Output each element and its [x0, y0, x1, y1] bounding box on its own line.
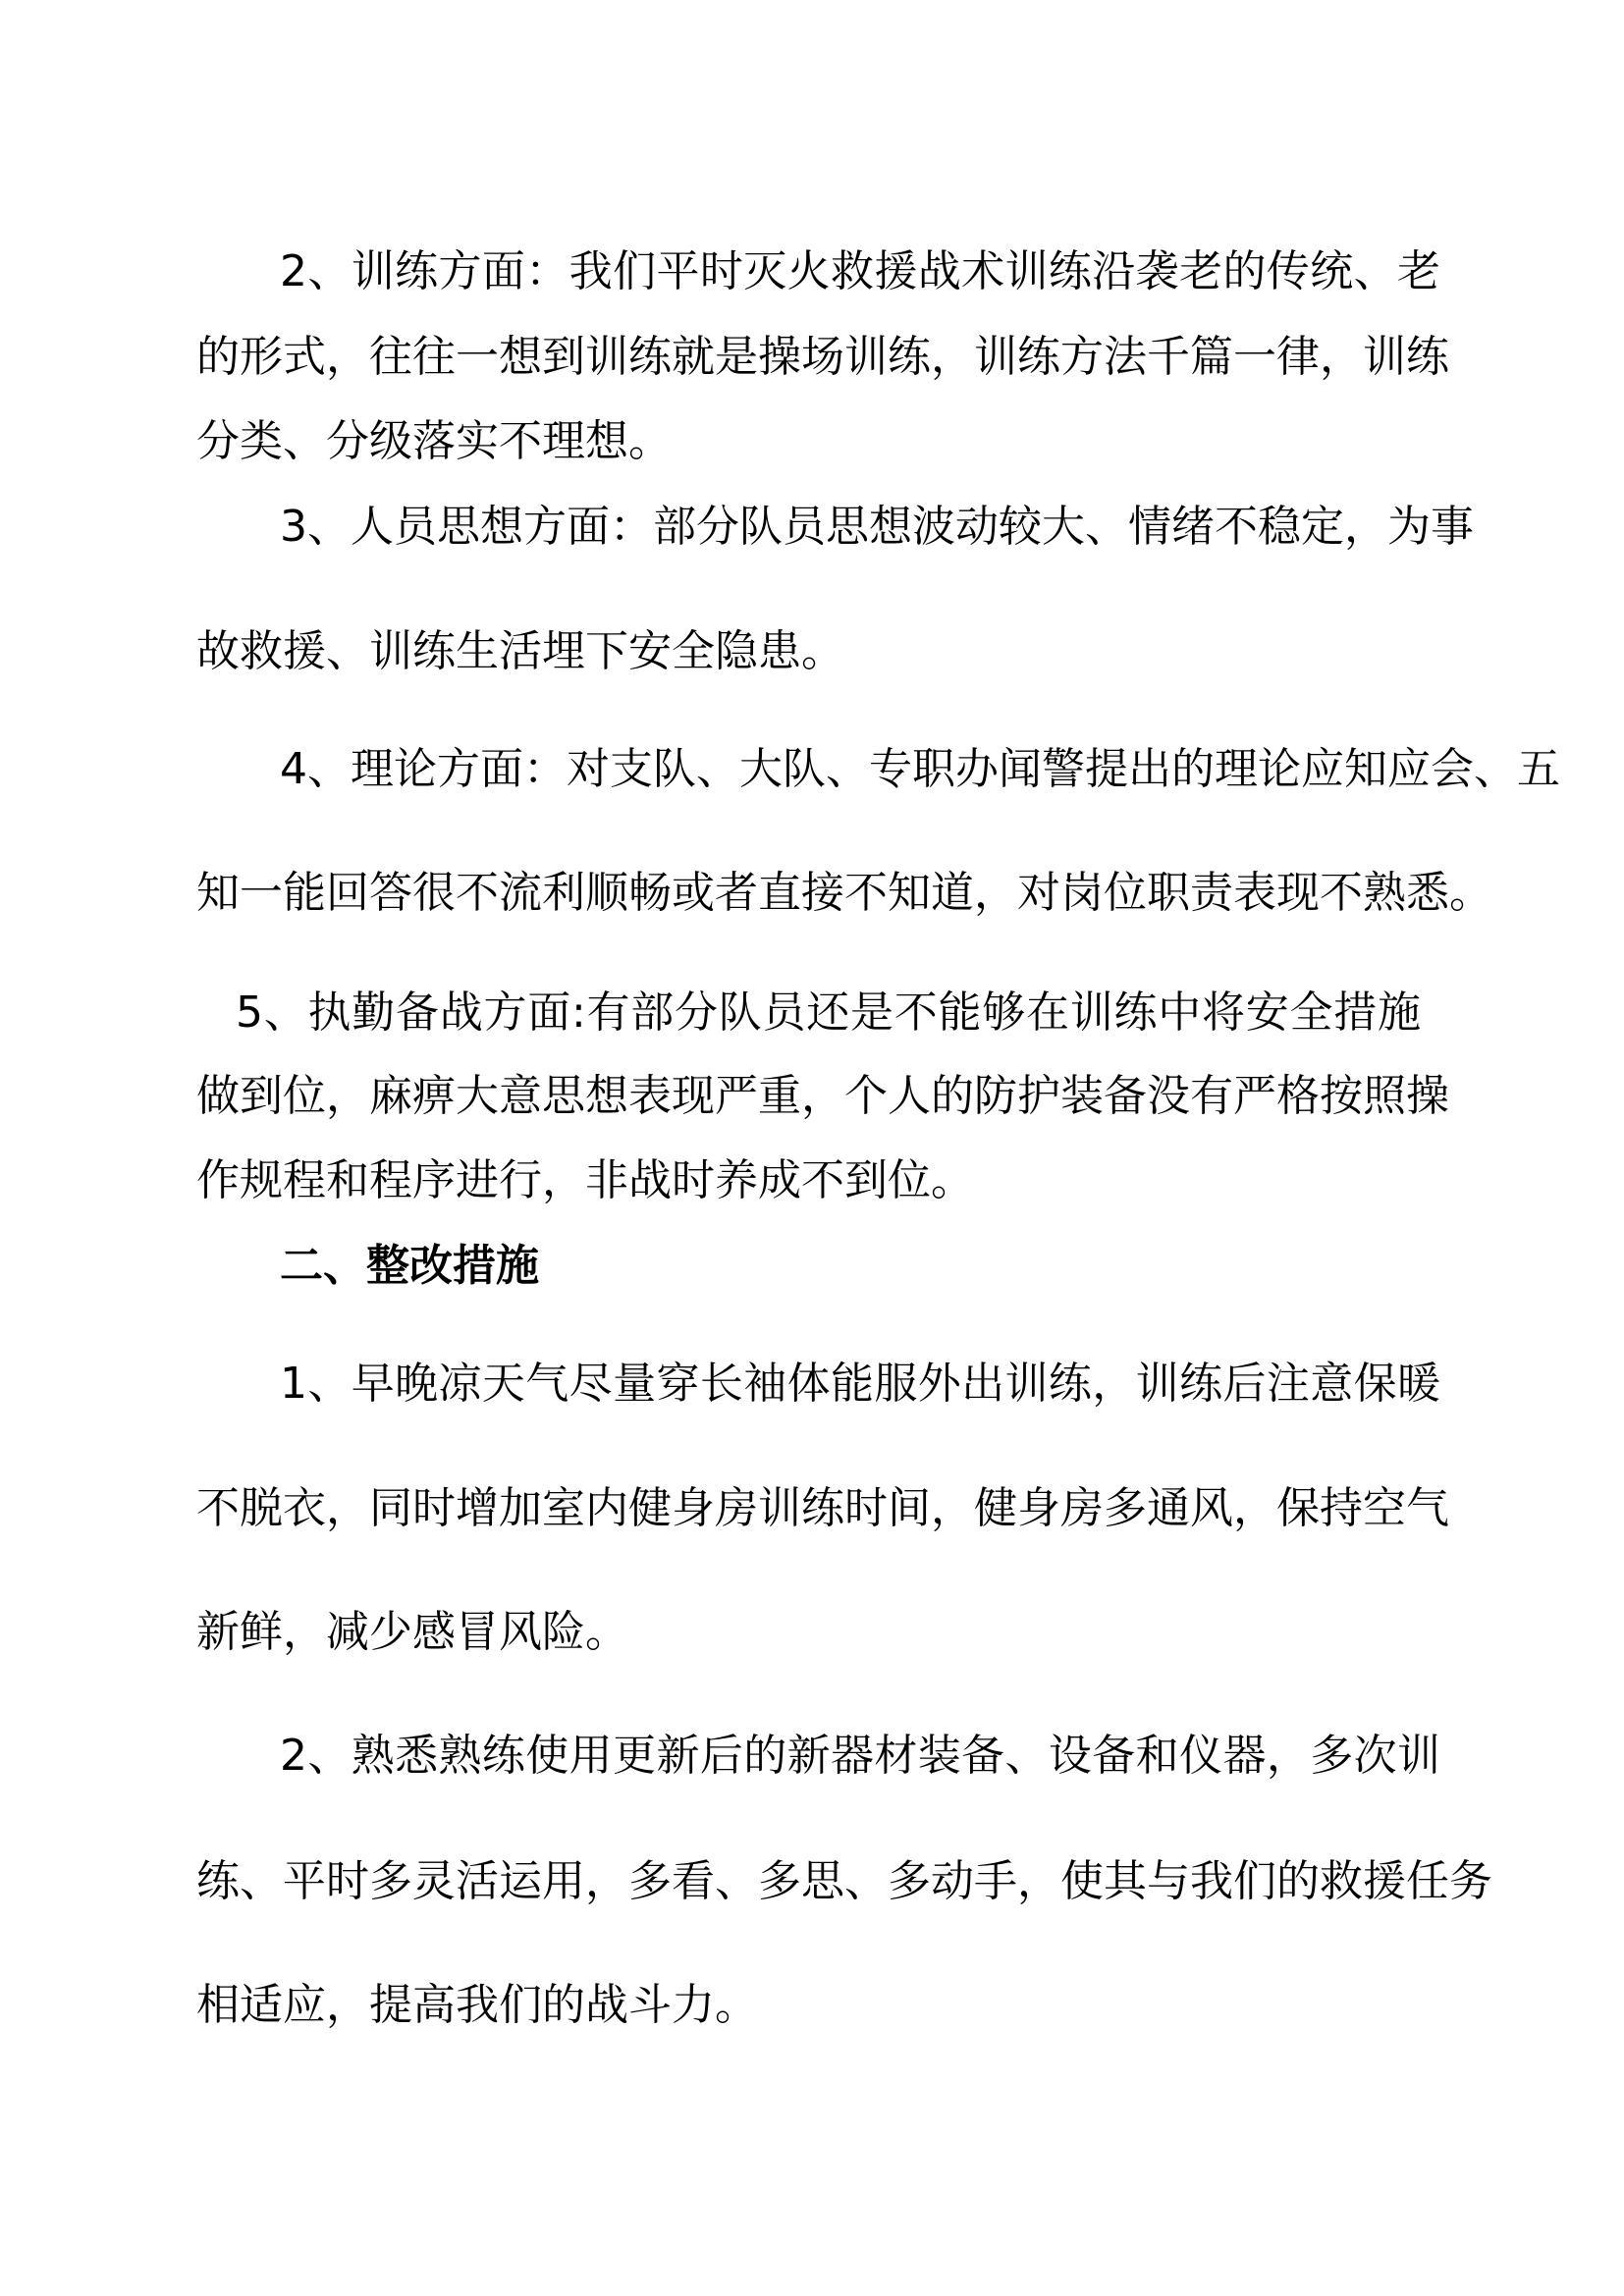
paragraph-line: 分类、分级落实不理想。 [196, 416, 672, 466]
paragraph-line: 2、熟悉熟练使用更新后的新器材装备、设备和仪器，多次训 [280, 1731, 1440, 1781]
section-heading: 二、整改措施 [280, 1241, 539, 1291]
paragraph-line: 知一能回答很不流利顺畅或者直接不知道，对岗位职责表现不熟悉。 [196, 868, 1492, 918]
paragraph-line: 练、平时多灵活运用，多看、多思、多动手，使其与我们的救援任务 [196, 1856, 1492, 1906]
paragraph-line: 5、执勤备战方面:有部分队员还是不能够在训练中将安全措施 [236, 988, 1421, 1038]
paragraph-line: 作规程和程序进行，非战时养成不到位。 [196, 1155, 974, 1205]
paragraph-line: 相适应，提高我们的战斗力。 [196, 1980, 758, 2030]
paragraph-line: 4、理论方面：对支队、大队、专职办闻警提出的理论应知应会、五 [280, 744, 1560, 794]
paragraph-line: 1、早晚凉天气尽量穿长袖体能服外出训练，训练后注意保暖 [280, 1359, 1440, 1409]
paragraph-line: 3、人员思想方面：部分队员思想波动较大、情绪不稳定，为事 [280, 502, 1474, 552]
paragraph-line: 新鲜，减少感冒风险。 [196, 1607, 628, 1657]
paragraph-line: 的形式，往往一想到训练就是操场训练，训练方法千篇一律，训练 [196, 332, 1449, 382]
paragraph-line: 故救援、训练生活埋下安全隐患。 [196, 626, 844, 676]
paragraph-line: 不脱衣，同时增加室内健身房训练时间，健身房多通风，保持空气 [196, 1483, 1449, 1533]
paragraph-line: 2、训练方面：我们平时灭火救援战术训练沿袭老的传统、老 [280, 246, 1440, 296]
paragraph-line: 做到位，麻痹大意思想表现严重，个人的防护装备没有严格按照操 [196, 1071, 1449, 1121]
